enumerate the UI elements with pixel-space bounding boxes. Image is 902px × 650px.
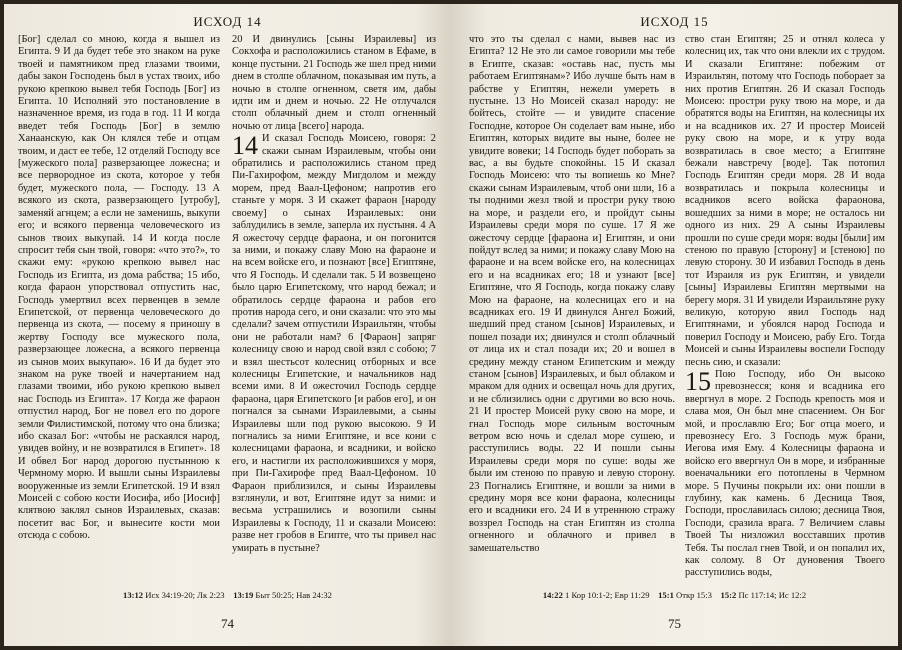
chapter-number: 14	[232, 131, 258, 161]
left-page	[4, 4, 451, 646]
column-text: что это ты сделал с нами, вывев нас из Египта? 12 Не это ли самое говорили мы тебе в Египте, сказав: «оставь нас, пусть мы работаем Египтянам»? Ибо лучше быть нам в рабстве у Египтян, нежели умереть в пустыне. 13 Но Моисей сказал народу: не бойтесь, стойте — и увидите спасение Господне, которое Он соделает вам ныне, ибо Египтян, которых видите вы ныне, более не увидите вовеки; 14 Господь будет поборать за вас, а вы будьте спокойны. 15 И сказал Господь Моисею: что ты вопиешь ко Мне? скажи сынам Израилевым, чтоб они шли, 16 а ты подними жезл твой и простри руку твою на море, и раздели его, и пройдут сыны Израилевы среди моря по суше. 17 Я же ожесточу сердце [фараона и] Египтян, и они пойдут вслед за ними; и покажу славу Мою на фараоне и на всем войске его, на колесницах его и на всадниках его; 18 и узнают [все] Египтяне, что Я Господь, когда покажу славу Мою на фараоне, на колесницах его и на всадниках его. 19 И двинулся Ангел Божий, шедший пред станом [сынов] Израилевых, и пошел позади их; двинулся и столп облачный от лица их и стал позади их; 20 и вошел в средину между станом Египетским и между станом [сынов] Израилевых, и был облаком и мраком для одних и освещал ночь для других, и не сблизились одни с другими во всю ночь. 21 И простер Моисей руку свою на море, и гнал Господь море сильным восточным ветром всю ночь и сделал море сушею, и расступились воды. 22 И пошли сыны Израилевы среди моря по суше: воды же были им стеною по правую и левую сторону. 23 Погнались Египтяне, и вошли за ними в средину моря все кони фараона, колесницы его и всадники его. 24 И в утреннюю стражу воззрел Господь на стан Египтян из столпа огненного и облачного и привел в замешательство	[469, 34, 675, 554]
column-text: [Бог] сделал со мною, когда я вышел из Египта. 9 И да будет тебе это знаком на руке твоей и памятником пред глазами твоими, дабы закон Господень был в устах твоих, ибо рукою крепкою вывел тебя Господь [Бог] из Египта. 10 Исполняй это постановление в назначенное время, из года в год. 11 И когда введет тебя Господь [Бог] в землю Ханаанскую, как Он клялся тебе и отцам твоим, и даст ее тебе, 12 отделяй Господу все [мужеского пола] разверзающее ложесна; и все первородное из скота, которое у тебя будет, мужеского пола, — Господу. 13 А всякого из скота, разверзающего [утробу], заменяй агнцем; а если не заменишь, выкупи его; и всякого первенца человеческого из сынов твоих выкупай. 14 И когда после спросит тебя сын твой, говоря: «что это?», то скажи ему: «рукою крепкою вывел нас Господь из Египта, из дома рабства; 15 ибо, когда фараон упорствовал отпустить нас, Господь умертвил всех первенцев в земле Египетской, от первенца человеческого до первенца из скота, — посему я приношу в жертву Господу все мужеского пола, разверзающее ложесна, а всякого первенца из сынов моих выкупаю». 16 И да будет это знаком на руке твоей и начертанием над глазами твоими, ибо рукою крепкою вывел нас Господь из Египта». 17 Когда же фараон отпустил народ, Бог не повел его по дороге земли Филистимской, потому что она близка; ибо сказал Бог: «чтобы не раскаялся народ, увидев войну, и не возвратился в Египет». 18 И обвел Бог народ дорогою пустынною к Чермному морю. И вышли сыны Израилевы вооруженные из земли Египетской. 19 И взял Моисей с собою кости Иосифа, ибо [Иосиф] клятвою заклял сынов Израилевых, сказав: посетит вас Бог, и вынесите кости мои отсюда с собою.	[18, 34, 220, 542]
text-column-left	[469, 34, 675, 599]
chapter-text: И сказал Господь Моисею, говоря: 2 скажи сынам Израилевым, чтобы они обратились и расположились станом пред Пи-Гахирофом, между Мигдолом и между морем, пред Ваал-Цефоном; напротив его станьте у моря. 3 И скажет фараон [народу своему] о сынах Израилевых: они заблудились в земле, заперла их пустыня. 4 А Я ожесточу сердце фараона, и он погонится за ними, и покажу славу Мою на фараоне и на всем войске его, и познают [все] Египтяне, что Я Господь. И сделали так. 5 И возвещено было царю Египетскому, что народ бежал; и обратилось сердце фараона и рабов его против народа сего, и они сказали: что это мы сделали? зачем отпустили Израильтян, чтобы они не работали нам? 6 [Фараон] запряг колесницу свою и народ свой взял с собою; 7 и взял шестьсот колесниц отборных и все колесницы Египетские, и начальников над всеми ими. 8 И ожесточил Господь сердце фараона, царя Египетского [и рабов его], и он погнался за сынами Израилевыми, а сыны Израилевы шли под рукою высокою. 9 И погнались за ними Египтяне, и все кони с колесницами фараона, и всадники, и войско его, и настигли их расположившихся у моря, при Пи-Гахирофе пред Ваал-Цефоном. 10 Фараон приблизился, и сыны Израилевы взглянули, и вот, Египтяне идут за ними: и весьма устрашились и возопили сыны Израилевы к Господу, 11 и сказали Моисею: разве нет гробов в Египте, что ты привел нас умирать в пустыне?	[232, 133, 436, 554]
ref-key: 15:2	[720, 590, 737, 600]
text-columns	[451, 34, 898, 604]
ref-text: Пс 117:14; Ис 12:2	[738, 590, 807, 600]
right-page	[451, 4, 898, 646]
ref-key: 13:19	[233, 590, 254, 600]
page-number: 74	[221, 616, 234, 631]
page-number: 75	[668, 616, 681, 631]
running-header: ИСХОД 14	[193, 14, 262, 29]
ref-text: Быт 50:25; Нав 24:32	[255, 590, 332, 600]
chapter-number: 15	[685, 366, 711, 396]
ref-key: 14:22	[542, 590, 563, 600]
ref-text: 1 Кор 10:1-2; Евр 11:29	[565, 590, 650, 600]
chapter-text: Пою Господу, ибо Он высоко превознесся; коня и всадника его ввергнул в море. 2 Господь крепость моя и слава моя, Он был мне спасением. Он Бог мой, и прославлю Его; Бог отца моего, и превознесу Его. 3 Господь муж брани, Иегова имя Ему. 4 Колесницы фараона и войско его ввергнул Он в море, и избранные военачальники его потоплены в Чермном море. 5 Пучины покрыли их: они пошли в глубину, как камень. 6 Десница Твоя, Господи, прославилась силою; десница Твоя, Господи, сразила врага. 7 Величием славы Твоей Ты низложил восставших против Тебя. Ты послал гнев Твой, и он попалил их, как солому. 8 От дуновения Твоего расступились воды,	[685, 368, 885, 579]
column-text: ство стан Египтян; 25 и отнял колеса у колесниц их, так что они влекли их с трудом. И сказали Египтяне: побежим от Израильтян, потому что Господь поборает за них против Египтян. 26 И сказал Господь Моисею: простри руку твою на море, и да обратятся воды на Египтян, на колесницы их и на всадников их. 27 И простер Моисей руку свою на море, и к утру вода возвратилась в свое место; а Египтяне бежали навстречу [воде]. Так потопил Господь Египтян среди моря. 28 И вода возвратилась и покрыла колесницы и всадников всего войска фараонова, вошедших за ними в море; не осталось ни одного из них. 29 А сыны Израилевы прошли по суше среди моря: воды [были] им стеною по правую [сторону] и [стеною] по левую сторону. 30 И избавил Господь в день тот Израиля из рук Египтян, и увидели [сыны] Израилевы Египтян мертвыми на берегу моря. 31 И увидели Израильтяне руку великую, которую явил Господь над Египтянами, и убоялся народ Господа и поверил Господу и Моисею, рабу Его. Тогда Моисей и сыны Израилевы воспели Господу песнь сию, и сказали:	[685, 34, 885, 368]
ref-key: 15:1	[658, 590, 674, 600]
ref-text: Откр 15:3	[676, 590, 712, 600]
chapter-paragraph	[232, 133, 436, 555]
text-column-right	[232, 34, 436, 599]
cross-references	[451, 590, 898, 600]
running-header: ИСХОД 15	[640, 14, 709, 29]
text-column-right	[685, 34, 885, 599]
text-columns	[4, 34, 451, 604]
cross-references	[4, 590, 451, 600]
text-column-left	[18, 34, 220, 599]
chapter-paragraph	[685, 366, 885, 580]
ref-key: 13:12	[123, 590, 144, 600]
column-text: 20 И двинулись [сыны Израилевы] из Сокхофа и расположились станом в Ефаме, в конце пустыни. 21 Господь же шел пред ними днем в столпе облачном, показывая им путь, а ночью в столпе огненном, светя им, дабы идти им и днем и ночью. 22 Не отлучался столп облачный днем и столп огненный ночью от лица [всего] народа.	[232, 34, 436, 132]
ref-text: Исх 34:19-20; Лк 2:23	[145, 590, 225, 600]
